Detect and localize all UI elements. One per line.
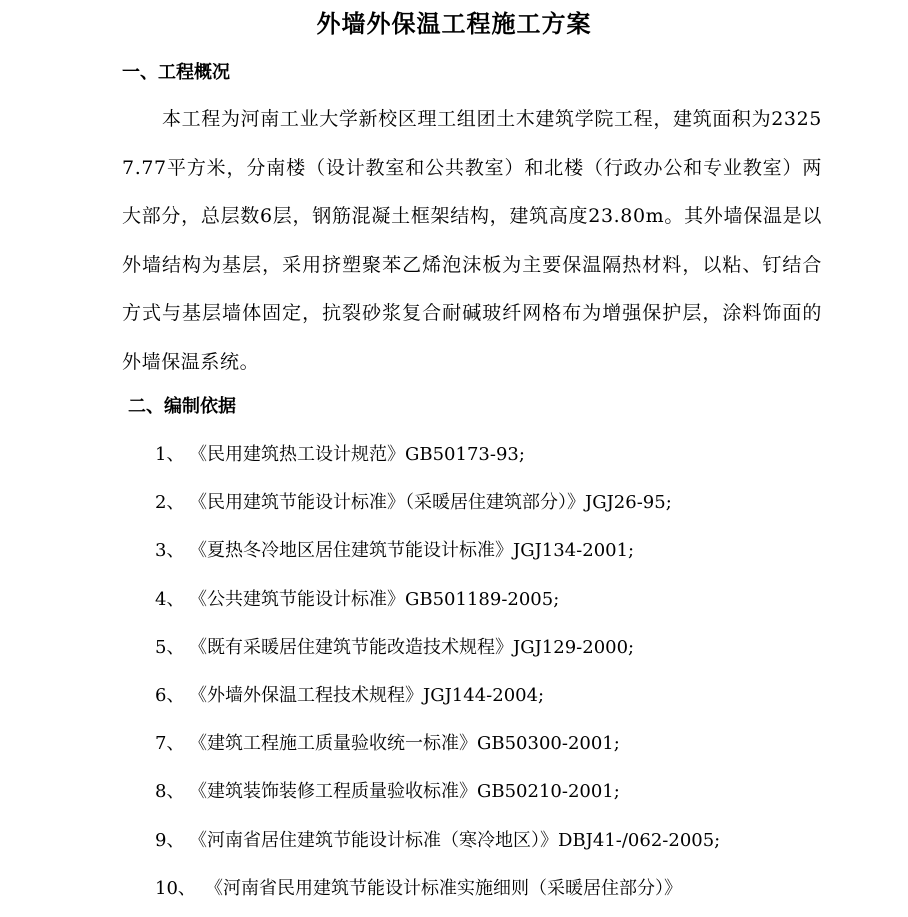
- reference-item: [155, 672, 895, 720]
- document-title: 外墙外保温工程施工方案: [316, 10, 592, 38]
- reference-item: [155, 527, 895, 575]
- reference-text: 《建筑装饰装修工程质量验收标准》GB50210-2001;: [189, 781, 620, 803]
- reference-item: [155, 624, 895, 672]
- reference-text: 《夏热冬冷地区居住建筑节能设计标准》JGJ134-2001;: [189, 540, 635, 562]
- reference-text: 《外墙外保温工程技术规程》JGJ144-2004;: [189, 684, 545, 706]
- reference-number: 8、: [155, 781, 185, 803]
- reference-number: 4、: [155, 588, 185, 610]
- reference-number: 1、: [155, 444, 185, 465]
- reference-text: 《既有采暖居住建筑节能改造技术规程》JGJ129-2000;: [189, 636, 635, 658]
- overview-paragraph: 本工程为河南工业大学新校区理工组团土木建筑学院工程，建筑面积为23257.77平方米，分南楼（设计教室和公共教室）和北楼（行政办公和专业教室）两大部分，总层数6层，钢筋混凝土框架结构，建筑高度23.80m。其外墙保温是以外墙结构为基层，采用挤塑聚苯乙烯泡沫板为主要保温隔热材料，以粘、钉结合方式与基层墙体固定，抗裂砂浆复合耐碱玻纤网格布为增强保护层，涂料饰面的外墙保温系统。: [122, 108, 822, 373]
- reference-text: 《民用建筑节能设计标准》（采暖居住建筑部分）》JGJ26-95;: [189, 492, 672, 514]
- section-heading-basis: 二、编制依据: [128, 396, 236, 417]
- reference-item: [155, 720, 895, 768]
- reference-item: [155, 479, 895, 527]
- reference-number: 10、: [155, 877, 196, 899]
- reference-number: 9、: [155, 829, 185, 851]
- reference-text: 《河南省居住建筑节能设计标准（寒冷地区）》DBJ41-/062-2005;: [189, 829, 721, 851]
- reference-number: 7、: [155, 733, 185, 755]
- reference-text: 《民用建筑热工设计规范》GB50173-93;: [189, 444, 525, 465]
- reference-number: 6、: [155, 684, 185, 706]
- reference-item: [155, 768, 895, 816]
- section-heading-overview: 一、工程概况: [122, 62, 230, 83]
- reference-text: 《河南省民用建筑节能设计标准实施细则（采暖居住部分）》: [205, 877, 682, 899]
- reference-item: [155, 431, 895, 479]
- reference-number: 3、: [155, 540, 185, 562]
- reference-item: [155, 576, 895, 624]
- reference-number: 2、: [155, 492, 185, 514]
- reference-text: 《公共建筑节能设计标准》GB501189-2005;: [189, 588, 560, 610]
- reference-item: [155, 817, 895, 865]
- reference-list: [155, 431, 895, 913]
- reference-text: 《建筑工程施工质量验收统一标准》GB50300-2001;: [189, 733, 620, 755]
- reference-item: [155, 865, 895, 913]
- reference-number: 5、: [155, 636, 185, 658]
